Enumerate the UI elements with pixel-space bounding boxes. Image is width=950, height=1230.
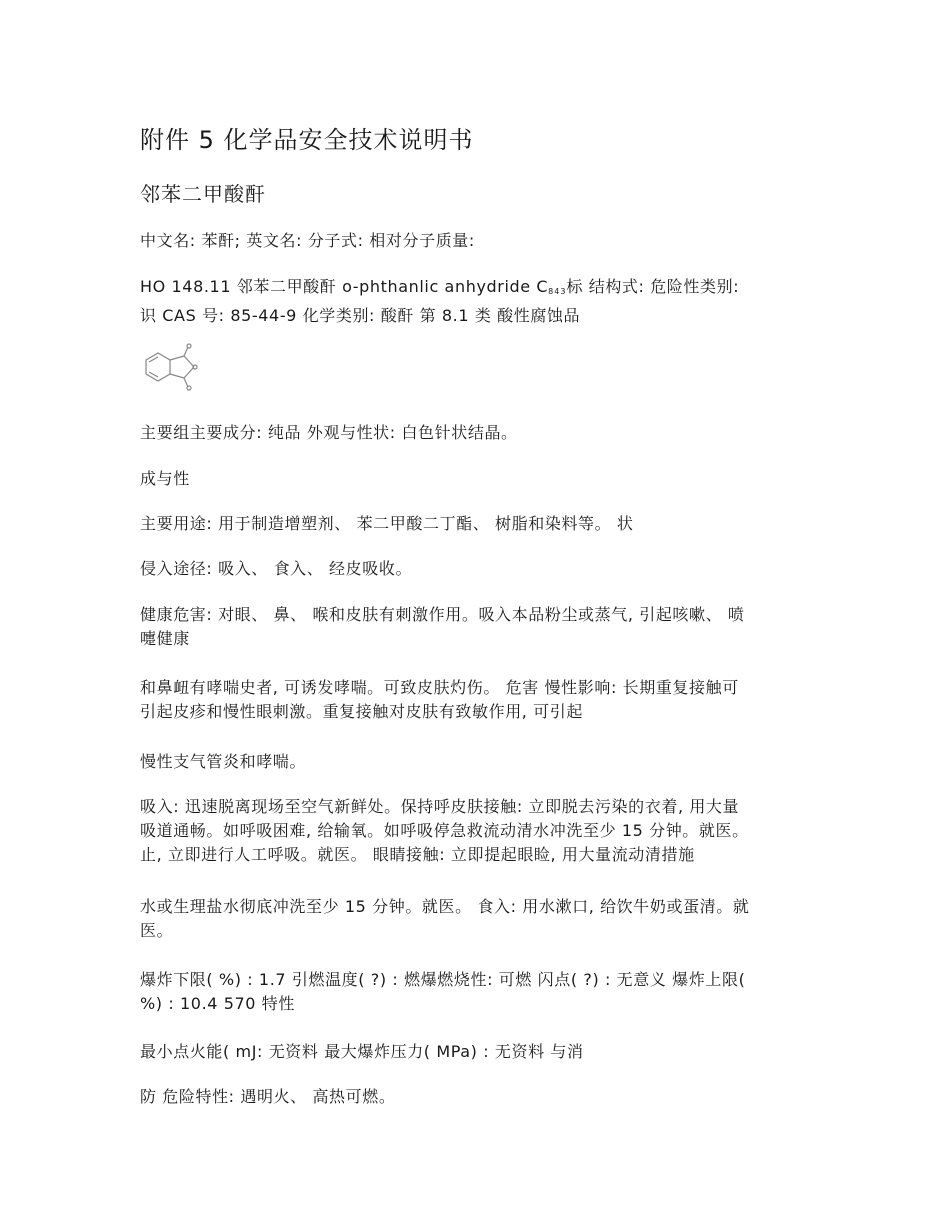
composition-line: 主要组主要成分: 纯品 外观与性状: 白色针状结晶。 bbox=[140, 423, 518, 442]
carbonyl-bond bbox=[184, 378, 188, 387]
first-aid-line-2: 吸道通畅。如呼吸困难, 给输氧。如呼吸停急救流动清水冲洗至少 15 分钟。就医。 bbox=[140, 821, 749, 840]
identifier-line-1-start: HO 148.11 邻苯二甲酸酐 o-phthanlic anhydride C bbox=[140, 277, 549, 296]
usage-paragraph bbox=[140, 512, 820, 536]
eye-ingestion-paragraph bbox=[140, 895, 820, 943]
anhydride-bond bbox=[184, 367, 194, 378]
chronic-disease-paragraph bbox=[140, 750, 820, 774]
anhydride-bond bbox=[184, 356, 194, 367]
document-title: 附件 5 化学品安全技术说明书 bbox=[140, 126, 474, 154]
identifier-line-2: 识 CAS 号: 85-44-9 化学类别: 酸酐 第 8.1 类 酸性腐蚀品 bbox=[140, 306, 581, 325]
first-aid-line-1: 吸入: 迅速脱离现场至空气新鲜处。保持呼皮肤接触: 立即脱去污染的衣着, 用大量 bbox=[140, 797, 740, 816]
structural-formula-image bbox=[140, 342, 208, 394]
ignition-energy-paragraph bbox=[140, 1040, 820, 1064]
exposure-route-paragraph bbox=[140, 557, 820, 581]
explosion-limits-line-2: %) : 10.4 570 特性 bbox=[140, 994, 295, 1013]
section-label-paragraph bbox=[140, 467, 820, 491]
oxygen-atom bbox=[187, 386, 191, 390]
chemical-name-heading: 邻苯二甲酸酐 bbox=[140, 182, 266, 206]
fire-hazard-paragraph bbox=[140, 1085, 820, 1109]
chronic-disease-line: 慢性支气管炎和哮喘。 bbox=[140, 752, 307, 771]
eye-ingestion-line-2: 医。 bbox=[140, 921, 174, 940]
composition-paragraph bbox=[140, 421, 820, 445]
oxygen-atom bbox=[187, 344, 191, 348]
identifier-paragraph bbox=[140, 275, 820, 328]
ignition-energy-line: 最小点火能( mJ: 无资料 最大爆炸压力( MPa) : 无资料 与消 bbox=[140, 1042, 584, 1061]
carbonyl-bond bbox=[184, 347, 188, 356]
formula-subscript: 843 bbox=[548, 287, 567, 296]
anhydride-bond bbox=[170, 356, 184, 360]
anhydride-bond bbox=[170, 374, 184, 378]
health-hazard-paragraph bbox=[140, 603, 820, 651]
section-label-line: 成与性 bbox=[140, 469, 190, 488]
chronic-effects-line-1: 和鼻衄有哮喘史者, 可诱发哮喘。可致皮肤灼伤。 危害 慢性影响: 长期重复接触可 bbox=[140, 678, 739, 697]
eye-ingestion-line-1: 水或生理盐水彻底冲洗至少 15 分钟。就医。 食入: 用水漱口, 给饮牛奶或蛋清。就 bbox=[140, 897, 750, 916]
identification-paragraph bbox=[140, 229, 820, 253]
identification-line: 中文名: 苯酐; 英文名: 分子式: 相对分子质量: bbox=[140, 231, 475, 250]
chronic-effects-line-2: 引起皮疹和慢性眼刺激。重复接触对皮肤有致敏作用, 可引起 bbox=[140, 702, 583, 721]
fire-hazard-line: 防 危险特性: 遇明火、 高热可燃。 bbox=[140, 1087, 396, 1106]
health-hazard-line-1: 健康危害: 对眼、 鼻、 喉和皮肤有刺激作用。吸入本品粉尘或蒸气, 引起咳嗽、 喷 bbox=[140, 605, 745, 624]
usage-line: 主要用途: 用于制造增塑剂、 苯二甲酸二丁酯、 树脂和染料等。 状 bbox=[140, 514, 634, 533]
identifier-line-1 bbox=[140, 275, 820, 304]
explosion-limits-line-1: 爆炸下限( %) : 1.7 引燃温度( ?) : 燃爆燃烧性: 可燃 闪点( ?) : 无意义 爆炸上限( bbox=[140, 970, 746, 989]
first-aid-paragraph bbox=[140, 795, 820, 867]
exposure-route-line: 侵入途径: 吸入、 食入、 经皮吸收。 bbox=[140, 559, 413, 578]
chronic-effects-paragraph bbox=[140, 676, 820, 724]
first-aid-line-3: 止, 立即进行人工呼吸。就医。 眼睛接触: 立即提起眼睑, 用大量流动清措施 bbox=[140, 845, 695, 864]
health-hazard-line-2: 嚏健康 bbox=[140, 629, 190, 648]
explosion-limits-paragraph bbox=[140, 968, 820, 1016]
identifier-line-1-end: 标 结构式: 危险性类别: bbox=[566, 277, 740, 296]
